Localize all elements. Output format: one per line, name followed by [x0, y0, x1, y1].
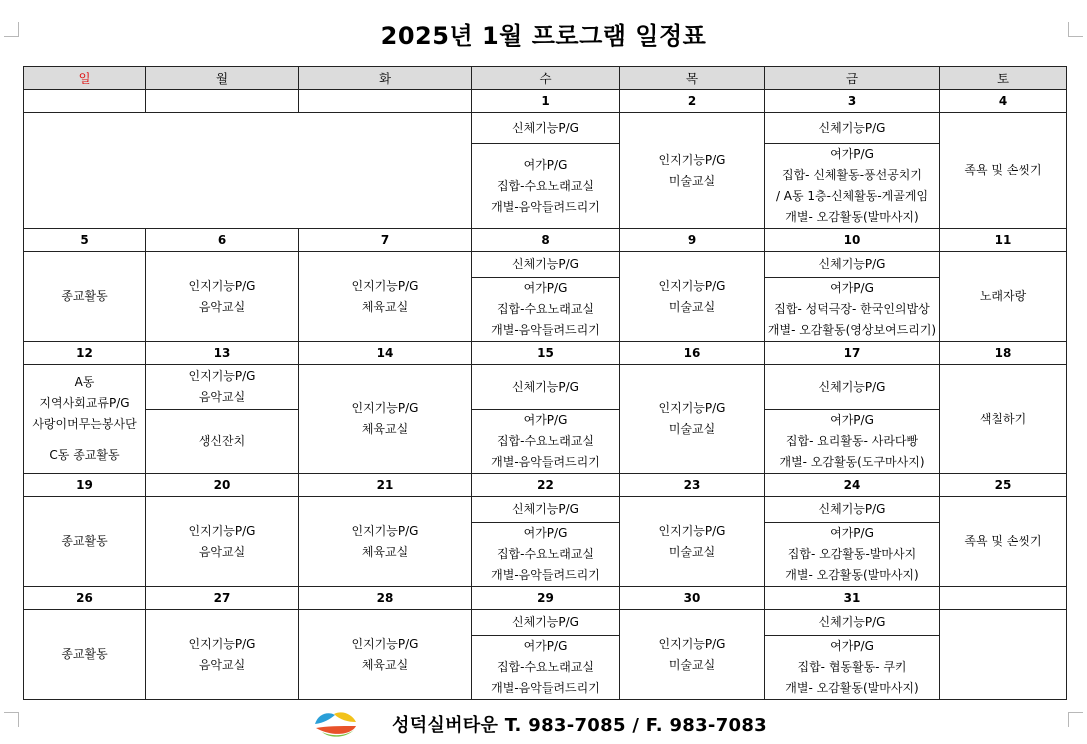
date-cell: 10 [765, 229, 940, 252]
activity-line: 개별-음악들려드리기 [491, 681, 600, 695]
weekday-wed: 수 [472, 67, 620, 90]
activity-cognitive [620, 365, 765, 474]
activity-row-week-5-a [24, 610, 1067, 636]
date-row-week-1 [24, 90, 1067, 113]
activity-title: 인지기능P/G [658, 152, 726, 167]
activity-line: 사랑이머무는봉사단 [32, 417, 137, 431]
activity-title: 여가P/G [523, 157, 568, 172]
activity-row-week-3-b [24, 410, 1067, 474]
date-cell: 3 [765, 90, 940, 113]
activity-line: A동 [74, 375, 95, 389]
activity-line: 개별- 오감활동(영상보여드리기) [767, 323, 937, 337]
date-cell: 13 [146, 342, 299, 365]
activity-title: 인지기능P/G [351, 401, 419, 415]
date-cell: 7 [299, 229, 472, 252]
activity-row-week-4-a [24, 497, 1067, 523]
activity-line: C동 종교활동 [49, 448, 120, 462]
activity-title: 인지기능P/G [351, 523, 419, 538]
activity-cognitive [299, 497, 472, 587]
date-cell: 8 [472, 229, 620, 252]
date-row-week-4 [24, 474, 1067, 497]
activity-physical: 신체기능P/G [765, 610, 940, 636]
date-cell: 19 [24, 474, 146, 497]
activity-physical: 신체기능P/G [472, 365, 620, 410]
date-cell: 30 [620, 587, 765, 610]
date-cell: 9 [620, 229, 765, 252]
activity-singing: 노래자랑 [940, 252, 1067, 342]
activity-leisure [765, 410, 940, 474]
activity-line: 집합- 성덕극장- 한국인의밥상 [774, 302, 930, 316]
activity-leisure [472, 410, 620, 474]
activity-title: 여가P/G [523, 526, 568, 540]
footer-contact-text: 성덕실버타운 T. 983-7085 / F. 983-7083 [392, 715, 767, 736]
activity-room: 체육교실 [361, 422, 409, 436]
date-cell: 21 [299, 474, 472, 497]
date-cell: 22 [472, 474, 620, 497]
activity-leisure [765, 278, 940, 342]
activity-cognitive [146, 252, 299, 342]
activity-line: 개별-음악들려드리기 [491, 455, 600, 469]
date-cell: 16 [620, 342, 765, 365]
activity-leisure [472, 278, 620, 342]
weekday-tue: 화 [299, 67, 472, 90]
date-cell: 2 [620, 90, 765, 113]
activity-line: 지역사회교류P/G [39, 396, 130, 410]
activity-title: 여가P/G [830, 413, 874, 427]
activity-religion: 종교활동 [24, 497, 146, 587]
date-cell: 28 [299, 587, 472, 610]
activity-physical: 신체기능P/G [472, 252, 620, 278]
activity-leisure [472, 144, 620, 229]
date-cell: 11 [940, 229, 1067, 252]
activity-physical: 신체기능P/G [472, 113, 620, 144]
activity-room: 음악교실 [198, 390, 246, 404]
activity-title: 여가P/G [523, 281, 568, 295]
activity-religion: 종교활동 [24, 252, 146, 342]
activity-row-week-1-a [24, 113, 1067, 144]
date-cell [146, 90, 299, 113]
activity-row-week-2-a [24, 252, 1067, 278]
activity-line: 집합-수요노래교실 [496, 547, 595, 561]
weekday-mon: 월 [146, 67, 299, 90]
activity-cognitive [620, 113, 765, 229]
activity-physical: 신체기능P/G [765, 365, 940, 410]
activity-physical: 신체기능P/G [472, 497, 620, 523]
activity-line: 개별- 오감활동(발마사지) [785, 210, 919, 224]
activity-row-week-3-a [24, 365, 1067, 410]
date-cell: 29 [472, 587, 620, 610]
activity-title: 여가P/G [830, 526, 874, 540]
date-cell: 31 [765, 587, 940, 610]
date-row-week-2 [24, 229, 1067, 252]
activity-room: 미술교실 [668, 422, 716, 436]
weekday-header-row [24, 67, 1067, 90]
activity-line [24, 435, 145, 445]
activity-cognitive [299, 252, 472, 342]
activity-coloring: 색칠하기 [940, 365, 1067, 474]
activity-line: 집합-수요노래교실 [496, 178, 595, 193]
activity-title: 인지기능P/G [188, 369, 256, 383]
date-cell: 18 [940, 342, 1067, 365]
activity-cognitive [146, 365, 299, 410]
activity-room: 미술교실 [668, 544, 716, 559]
activity-cognitive [299, 610, 472, 700]
date-cell: 26 [24, 587, 146, 610]
activity-line: 집합-수요노래교실 [496, 660, 595, 674]
empty-cell [24, 113, 472, 229]
activity-religion: 종교활동 [24, 610, 146, 700]
footer [0, 710, 1087, 740]
date-cell [940, 587, 1067, 610]
activity-cognitive [620, 252, 765, 342]
activity-title: 여가P/G [523, 413, 568, 427]
activity-leisure [765, 636, 940, 700]
activity-title: 인지기능P/G [658, 523, 726, 538]
date-cell: 25 [940, 474, 1067, 497]
activity-cognitive [620, 610, 765, 700]
activity-leisure [472, 636, 620, 700]
activity-line: 집합-수요노래교실 [496, 434, 595, 448]
activity-room: 미술교실 [668, 173, 716, 188]
schedule-table [23, 66, 1067, 700]
activity-physical: 신체기능P/G [472, 610, 620, 636]
activity-room: 미술교실 [668, 657, 716, 672]
activity-cognitive [146, 497, 299, 587]
date-row-week-3 [24, 342, 1067, 365]
date-cell: 15 [472, 342, 620, 365]
activity-room: 체육교실 [361, 544, 409, 559]
activity-title: 여가P/G [830, 147, 874, 161]
activity-title: 인지기능P/G [658, 278, 726, 293]
date-cell: 23 [620, 474, 765, 497]
weekday-thu: 목 [620, 67, 765, 90]
activity-footbath: 족욕 및 손씻기 [940, 497, 1067, 587]
date-row-week-5 [24, 587, 1067, 610]
activity-physical: 신체기능P/G [765, 252, 940, 278]
activity-community [24, 365, 146, 474]
activity-title: 여가P/G [830, 639, 874, 653]
activity-title: 인지기능P/G [188, 278, 256, 293]
activity-line: / A동 1층-신체활동-게골게임 [775, 189, 929, 203]
date-cell [299, 90, 472, 113]
activity-title: 인지기능P/G [188, 523, 256, 538]
activity-title: 여가P/G [830, 281, 874, 295]
date-cell: 14 [299, 342, 472, 365]
date-cell [24, 90, 146, 113]
date-cell: 24 [765, 474, 940, 497]
activity-line: 집합- 요리활동- 사라다빵 [785, 434, 919, 448]
activity-cognitive [620, 497, 765, 587]
activity-title: 여가P/G [523, 639, 568, 653]
activity-line: 개별-음악들려드리기 [491, 323, 600, 337]
activity-cognitive [299, 365, 472, 474]
activity-title: 인지기능P/G [658, 401, 726, 415]
activity-line: 집합- 오감활동-발마사지 [787, 547, 917, 561]
activity-room: 체육교실 [361, 657, 409, 672]
activity-line: 집합-수요노래교실 [496, 302, 595, 316]
activity-line: 집합- 협동활동- 쿠키 [797, 660, 907, 674]
date-cell: 5 [24, 229, 146, 252]
date-cell: 20 [146, 474, 299, 497]
date-cell: 27 [146, 587, 299, 610]
activity-line: 개별- 오감활동(발마사지) [785, 681, 919, 695]
date-cell: 1 [472, 90, 620, 113]
weekday-sun: 일 [24, 67, 146, 90]
date-cell: 12 [24, 342, 146, 365]
date-cell: 17 [765, 342, 940, 365]
activity-physical: 신체기능P/G [765, 497, 940, 523]
date-cell: 6 [146, 229, 299, 252]
activity-leisure [765, 144, 940, 229]
activity-line: 집합- 신체활동-풍선공치기 [782, 168, 922, 182]
weekday-sat: 토 [940, 67, 1067, 90]
empty-cell [940, 610, 1067, 700]
activity-footbath: 족욕 및 손씻기 [940, 113, 1067, 229]
activity-leisure [472, 523, 620, 587]
activity-room: 음악교실 [198, 544, 246, 559]
activity-room: 음악교실 [198, 657, 246, 672]
activity-line: 개별-음악들려드리기 [491, 568, 600, 582]
activity-room: 미술교실 [668, 299, 716, 314]
activity-physical: 신체기능P/G [765, 113, 940, 144]
activity-room: 음악교실 [198, 299, 246, 314]
activity-title: 인지기능P/G [188, 636, 256, 651]
activity-line: 개별-음악들려드리기 [491, 199, 600, 214]
activity-title: 인지기능P/G [351, 278, 419, 293]
leaf-logo-icon [312, 710, 360, 738]
activity-line: 개별- 오감활동(도구마사지) [779, 455, 925, 469]
activity-title: 인지기능P/G [658, 636, 726, 651]
page-title: 2025년 1월 프로그램 일정표 [380, 22, 707, 50]
activity-leisure [765, 523, 940, 587]
activity-line: 개별- 오감활동(발마사지) [785, 568, 919, 582]
activity-room: 체육교실 [361, 299, 409, 314]
activity-birthday: 생신잔치 [146, 410, 299, 474]
weekday-fri: 금 [765, 67, 940, 90]
activity-title: 인지기능P/G [351, 636, 419, 651]
activity-cognitive [146, 610, 299, 700]
date-cell: 4 [940, 90, 1067, 113]
